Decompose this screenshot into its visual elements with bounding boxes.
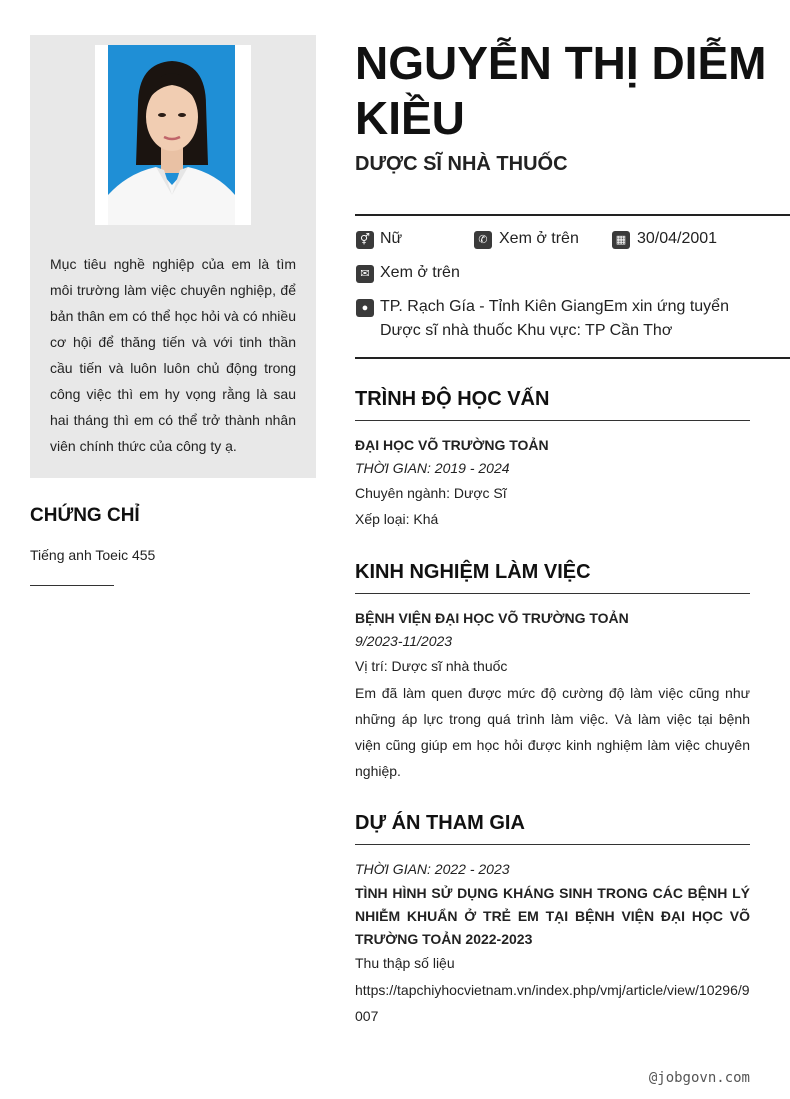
candidate-name: NGUYỄN THỊ DIỄM KIỀU	[355, 37, 767, 144]
left-sidebar	[30, 35, 316, 478]
experience-description: Em đã làm quen được mức độ cường độ làm việc cũng như những áp lực trong quá trình làm việc. Và làm việc tại bệnh viện cũng giúp em học hỏi được kinh nghiệm làm việc chuyên nghiệp.	[355, 685, 750, 779]
certificate-item: Tiếng anh Toeic 455	[30, 547, 156, 563]
project-name: TÌNH HÌNH SỬ DỤNG KHÁNG SINH TRONG CÁC BỆNH LÝ NHIỄM KHUẨN Ở TRẺ EM TẠI BỆNH VIỆN ĐẠI HỌC VÕ TRƯỜNG TOẢN 2022-2023	[355, 885, 750, 947]
job-title: DƯỢC SĨ NHÀ THUỐC	[355, 153, 568, 175]
address-value: TP. Rạch Gía - Tỉnh Kiên GiangEm xin ứng tuyển Dược sĩ nhà thuốc Khu vực: TP Cần Thơ	[380, 298, 729, 339]
divider	[30, 585, 114, 586]
school-name: ĐẠI HỌC VÕ TRƯỜNG TOẢN	[355, 437, 549, 453]
phone-icon: ✆	[474, 231, 492, 249]
career-objective: Mục tiêu nghề nghiệp của em là tìm môi trường làm việc chuyên nghiệp, để bản thân em có thể học hỏi và có nhiều cơ hội để thăng tiến và với tinh thần cầu tiến và luôn luôn chủ động trong công việc thì em hy vọng rằng là sau hai tháng thì em có thể trở thành nhân viên chính thức của công ty ạ.	[50, 256, 296, 454]
location-pin-icon: ●	[356, 299, 374, 317]
project-time: THỜI GIAN: 2022 - 2023	[355, 861, 510, 877]
divider	[355, 214, 790, 216]
gender-icon: ⚥	[356, 231, 374, 249]
email-icon: ✉	[356, 265, 374, 283]
gender-value: Nữ	[380, 230, 403, 247]
education-title: TRÌNH ĐỘ HỌC VẤN	[355, 388, 550, 410]
education-major: Chuyên ngành: Dược Sĩ	[355, 485, 507, 501]
company-name: BỆNH VIỆN ĐẠI HỌC VÕ TRƯỜNG TOẢN	[355, 610, 629, 626]
experience-position: Vị trí: Dược sĩ nhà thuốc	[355, 658, 508, 674]
experience-time: 9/2023-11/2023	[355, 633, 453, 649]
divider	[355, 420, 750, 421]
divider	[355, 357, 790, 359]
divider	[355, 593, 750, 594]
calendar-icon: ▦	[612, 231, 630, 249]
education-rank: Xếp loại: Khá	[355, 511, 439, 527]
projects-title: DỰ ÁN THAM GIA	[355, 812, 525, 834]
project-role: Thu thập số liệu	[355, 955, 455, 971]
profile-photo	[108, 45, 235, 225]
certificates-title: CHỨNG CHỈ	[30, 505, 140, 526]
project-link[interactable]: https://tapchiyhocvietnam.vn/index.php/vmj/article/view/10296/9007	[355, 982, 750, 1024]
email-value: Xem ở trên	[380, 264, 460, 281]
experience-title: KINH NGHIỆM LÀM VIỆC	[355, 561, 591, 583]
birthday-value: 30/04/2001	[637, 230, 718, 247]
profile-photo-frame	[95, 45, 251, 225]
education-time: THỜI GIAN: 2019 - 2024	[355, 460, 510, 476]
divider	[355, 844, 750, 845]
watermark: @jobgovn.com	[648, 1070, 750, 1086]
phone-value: Xem ở trên	[499, 230, 579, 247]
